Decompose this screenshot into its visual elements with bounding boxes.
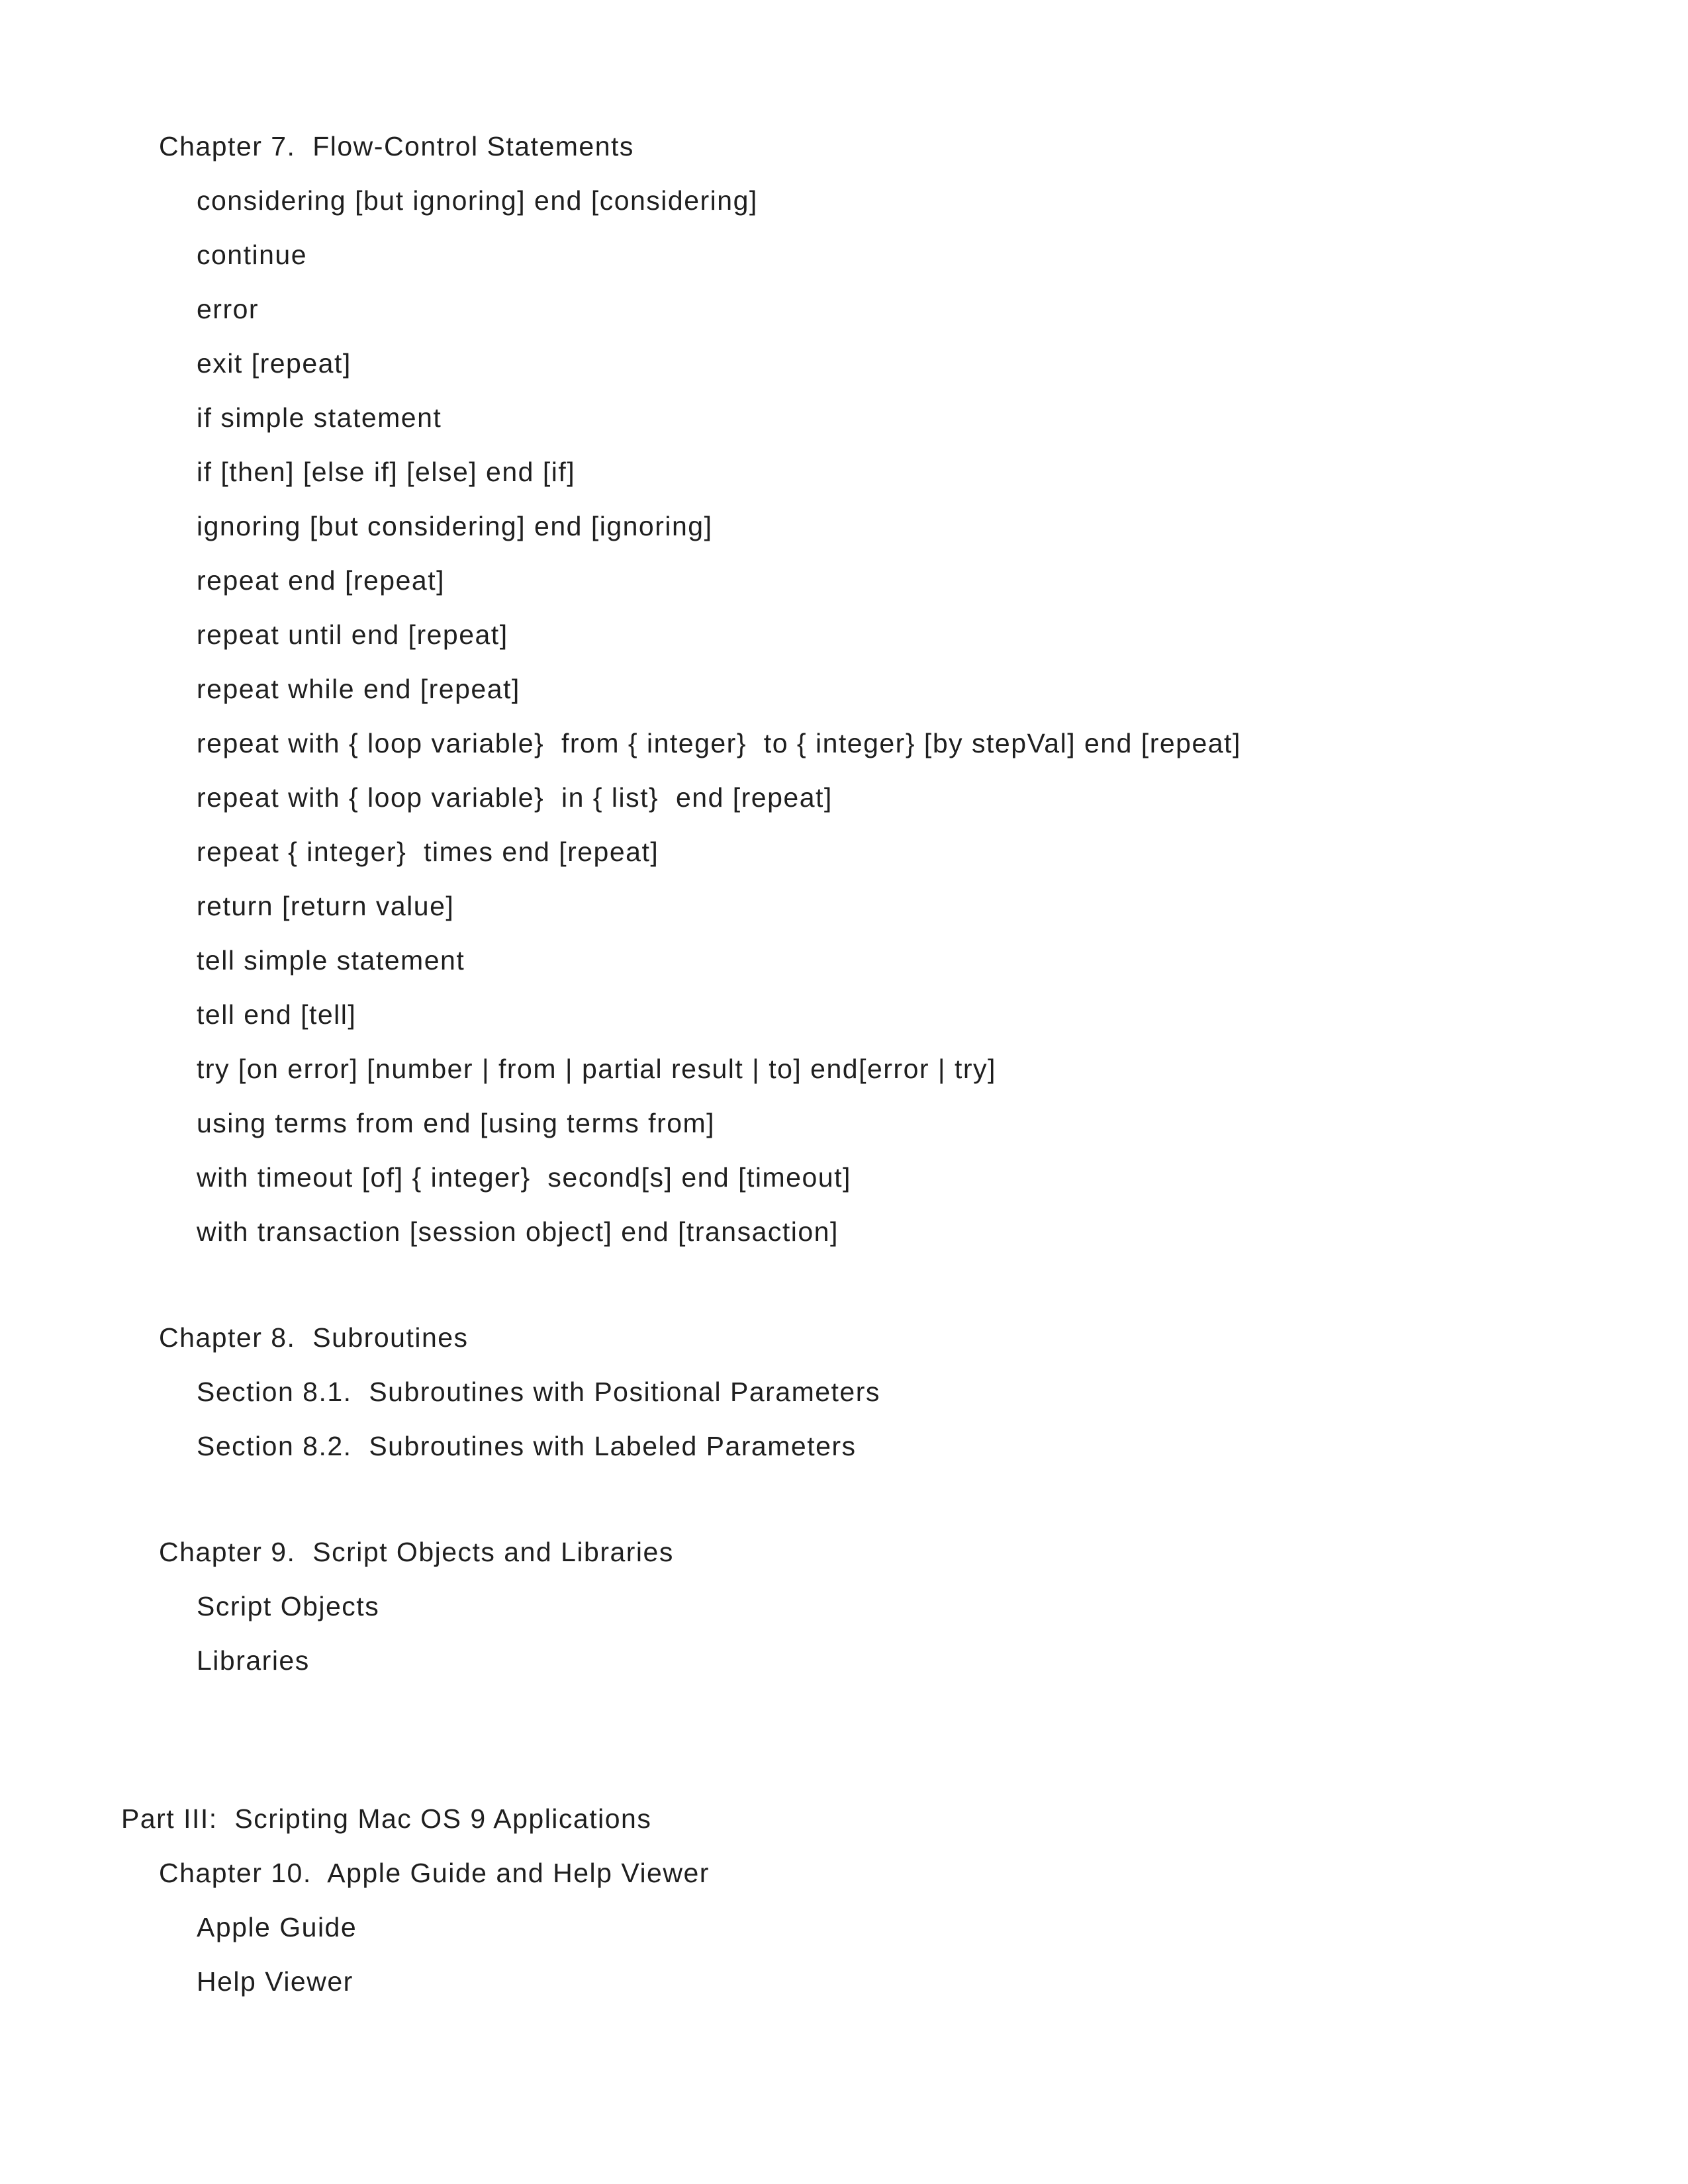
- toc-item[interactable]: Section 8.2. Subroutines with Labeled Parameters: [197, 1431, 857, 1461]
- toc-item[interactable]: repeat until end [repeat]: [197, 619, 508, 650]
- toc-item[interactable]: continue: [197, 240, 308, 270]
- toc-item[interactable]: repeat end [repeat]: [197, 565, 445, 596]
- toc-item[interactable]: tell simple statement: [197, 945, 465, 976]
- chapter-10-title[interactable]: Chapter 10. Apple Guide and Help Viewer: [159, 1858, 710, 1888]
- toc-item[interactable]: if [then] [else if] [else] end [if]: [197, 457, 576, 487]
- toc-item[interactable]: try [on error] [number | from | partial result | to] end[error | try]: [197, 1054, 996, 1084]
- chapter-7-title[interactable]: Chapter 7. Flow-Control Statements: [159, 131, 634, 161]
- toc-item[interactable]: repeat { integer} times end [repeat]: [197, 837, 659, 867]
- toc-item[interactable]: considering [but ignoring] end [considering]: [197, 185, 758, 216]
- part-3-title[interactable]: Part III: Scripting Mac OS 9 Applications: [121, 1803, 652, 1834]
- toc-item[interactable]: Libraries: [197, 1645, 310, 1676]
- toc-item[interactable]: tell end [tell]: [197, 999, 357, 1030]
- toc-item[interactable]: Apple Guide: [197, 1912, 357, 1942]
- toc-item[interactable]: Help Viewer: [197, 1966, 353, 1997]
- chapter-8-title[interactable]: Chapter 8. Subroutines: [159, 1322, 469, 1353]
- toc-item[interactable]: Section 8.1. Subroutines with Positional Parameters: [197, 1377, 880, 1407]
- toc-item[interactable]: ignoring [but considering] end [ignoring]: [197, 511, 713, 541]
- toc-item[interactable]: with timeout [of] { integer} second[s] end [timeout]: [197, 1162, 851, 1193]
- toc-item[interactable]: repeat with { loop variable} from { integer} to { integer} [by stepVal] end [repeat]: [197, 728, 1241, 758]
- toc-item[interactable]: repeat while end [repeat]: [197, 674, 520, 704]
- toc-item[interactable]: exit [repeat]: [197, 348, 352, 379]
- toc-item[interactable]: repeat with { loop variable} in { list} end [repeat]: [197, 782, 833, 813]
- toc-item[interactable]: error: [197, 294, 259, 324]
- toc-item[interactable]: with transaction [session object] end [transaction]: [197, 1216, 839, 1247]
- toc-item[interactable]: using terms from end [using terms from]: [197, 1108, 716, 1138]
- chapter-9-title[interactable]: Chapter 9. Script Objects and Libraries: [159, 1537, 674, 1567]
- toc-item[interactable]: if simple statement: [197, 402, 442, 433]
- toc-item[interactable]: return [return value]: [197, 891, 455, 921]
- toc-item[interactable]: Script Objects: [197, 1591, 380, 1621]
